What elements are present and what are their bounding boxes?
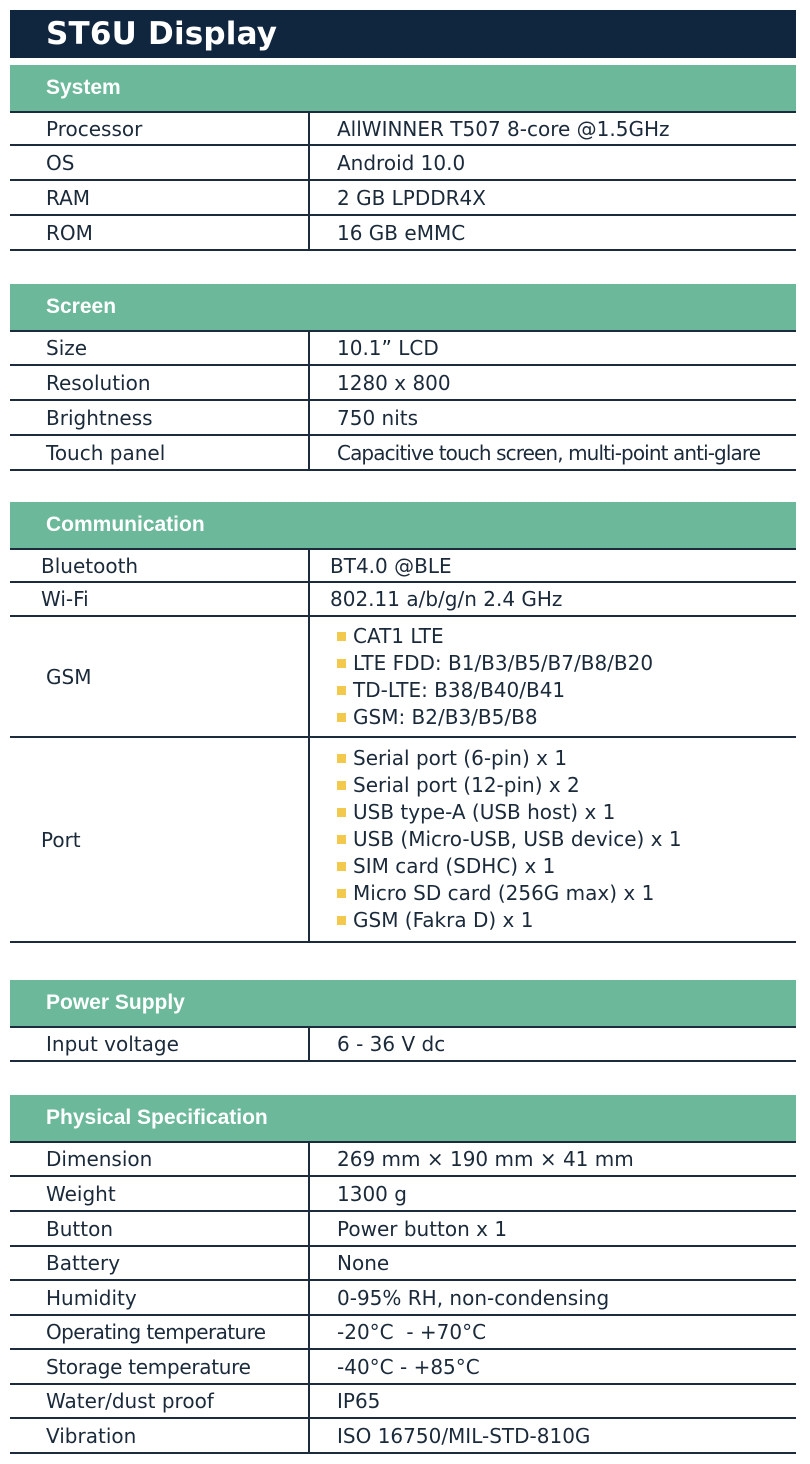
list-item-text: SIM card (SDHC) x 1 bbox=[353, 854, 556, 878]
table-row bbox=[10, 436, 796, 471]
bullet-square-icon bbox=[337, 835, 346, 844]
list-item bbox=[337, 880, 654, 907]
table-row bbox=[10, 1028, 796, 1062]
spec-label: Water/dust proof bbox=[10, 1385, 310, 1417]
spec-value: BT4.0 @BLE bbox=[330, 553, 452, 578]
spec-value: Power button x 1 bbox=[337, 1216, 508, 1241]
spec-label: Storage temperature bbox=[10, 1350, 310, 1383]
spec-label: Brightness bbox=[10, 401, 310, 434]
list-item-text: CAT1 LTE bbox=[353, 623, 444, 648]
spec-label: Port bbox=[10, 738, 310, 941]
spec-label: Battery bbox=[10, 1247, 310, 1279]
list-item-text: Micro SD card (256G max) x 1 bbox=[353, 881, 655, 905]
list-item bbox=[337, 826, 682, 853]
table-row bbox=[10, 1350, 796, 1385]
table-row bbox=[10, 1247, 796, 1281]
table-row bbox=[10, 366, 796, 401]
page-title-bar bbox=[10, 10, 796, 58]
spec-label: ROM bbox=[10, 216, 310, 249]
table-row bbox=[10, 738, 796, 943]
spec-value: None bbox=[337, 1251, 390, 1275]
list-item bbox=[337, 745, 567, 772]
spec-value: 2 GB LPDDR4X bbox=[337, 185, 486, 210]
spec-value: 1280 x 800 bbox=[337, 370, 451, 395]
list-item bbox=[337, 650, 653, 677]
section-header bbox=[10, 1095, 796, 1141]
spec-label: GSM bbox=[10, 617, 310, 736]
table-row bbox=[10, 617, 796, 738]
spec-value-list bbox=[310, 617, 796, 736]
list-item bbox=[337, 623, 444, 650]
spec-value: 750 nits bbox=[337, 405, 419, 430]
table-row bbox=[10, 332, 796, 366]
spec-label: Wi-Fi bbox=[10, 583, 310, 615]
list-item-text: LTE FDD: B1/B3/B5/B7/B8/B20 bbox=[353, 650, 654, 675]
table-row bbox=[10, 550, 796, 583]
section-communication bbox=[10, 502, 796, 943]
spec-label: Touch panel bbox=[10, 436, 310, 469]
spec-value: 1300 g bbox=[337, 1181, 407, 1206]
spec-value: 10.1” LCD bbox=[337, 336, 439, 360]
section-power-supply bbox=[10, 980, 796, 1062]
spec-value: 16 GB eMMC bbox=[337, 220, 466, 245]
bullet-square-icon bbox=[337, 889, 346, 898]
table-row bbox=[10, 1281, 796, 1316]
section-heading: Physical Specification bbox=[46, 1106, 268, 1129]
section-heading: Power Supply bbox=[46, 991, 185, 1014]
spec-value: -20°C - +70°C bbox=[337, 1320, 487, 1344]
section-system bbox=[10, 65, 796, 251]
bullet-square-icon bbox=[337, 862, 346, 871]
list-item-text: USB type-A (USB host) x 1 bbox=[353, 800, 616, 824]
spec-label: Operating temperature bbox=[10, 1316, 310, 1348]
list-item-text: Serial port (12-pin) x 2 bbox=[353, 773, 580, 797]
spec-label: Bluetooth bbox=[10, 550, 310, 581]
bullet-square-icon bbox=[337, 781, 346, 790]
table-row bbox=[10, 146, 796, 181]
spec-label: Dimension bbox=[10, 1143, 310, 1175]
spec-value: IP65 bbox=[337, 1389, 381, 1413]
bullet-square-icon bbox=[337, 916, 346, 925]
section-heading: System bbox=[46, 76, 121, 99]
section-header bbox=[10, 284, 796, 330]
spec-label: Weight bbox=[10, 1177, 310, 1210]
bullet-square-icon bbox=[337, 632, 346, 641]
table-row bbox=[10, 1177, 796, 1212]
list-item bbox=[337, 772, 580, 799]
list-item-text: TD-LTE: B38/B40/B41 bbox=[353, 677, 566, 702]
list-item bbox=[337, 853, 555, 880]
list-item bbox=[337, 677, 565, 704]
bullet-square-icon bbox=[337, 808, 346, 817]
table-row bbox=[10, 1419, 796, 1454]
spec-label: Humidity bbox=[10, 1281, 310, 1314]
list-item bbox=[337, 704, 538, 731]
spec-label: Processor bbox=[10, 113, 310, 144]
table-row bbox=[10, 401, 796, 436]
spec-value-list bbox=[310, 738, 796, 941]
spec-label: OS bbox=[10, 146, 310, 179]
table-row bbox=[10, 1316, 796, 1350]
page-title: ST6U Display bbox=[46, 16, 278, 52]
section-heading: Screen bbox=[46, 295, 117, 318]
bullet-square-icon bbox=[337, 713, 346, 722]
spec-label: Size bbox=[10, 332, 310, 364]
bullet-square-icon bbox=[337, 754, 346, 763]
spec-value: Android 10.0 bbox=[337, 150, 466, 175]
spec-label: Vibration bbox=[10, 1419, 310, 1452]
bullet-square-icon bbox=[337, 686, 346, 695]
list-item bbox=[337, 907, 533, 934]
list-item-text: USB (Micro-USB, USB device) x 1 bbox=[353, 827, 682, 851]
section-physical-specification bbox=[10, 1095, 796, 1454]
list-item-text: GSM (Fakra D) x 1 bbox=[353, 908, 534, 932]
table-row bbox=[10, 216, 796, 251]
section-heading: Communication bbox=[46, 513, 205, 536]
spec-value: Capacitive touch screen, multi-point anti-glare bbox=[337, 440, 761, 465]
spec-value: 0-95% RH, non-condensing bbox=[337, 1285, 610, 1310]
spec-label: RAM bbox=[10, 181, 310, 214]
spec-value: 269 mm × 190 mm × 41 mm bbox=[337, 1147, 634, 1171]
section-header bbox=[10, 65, 796, 111]
section-header bbox=[10, 980, 796, 1026]
list-item bbox=[337, 799, 615, 826]
table-row bbox=[10, 1385, 796, 1419]
bullet-square-icon bbox=[337, 659, 346, 668]
table-row bbox=[10, 113, 796, 146]
spec-label: Button bbox=[10, 1212, 310, 1245]
spec-value: 802.11 a/b/g/n 2.4 GHz bbox=[330, 587, 563, 611]
spec-label: Resolution bbox=[10, 366, 310, 399]
spec-value: 6 - 36 V dc bbox=[337, 1032, 446, 1056]
spec-value: -40°C - +85°C bbox=[337, 1354, 480, 1379]
table-row bbox=[10, 181, 796, 216]
list-item-text: GSM: B2/B3/B5/B8 bbox=[353, 704, 538, 729]
spec-value: AllWINNER T507 8-core @1.5GHz bbox=[337, 116, 670, 141]
spec-label: Input voltage bbox=[10, 1028, 310, 1060]
section-screen bbox=[10, 284, 796, 471]
table-row bbox=[10, 1143, 796, 1177]
list-item-text: Serial port (6-pin) x 1 bbox=[353, 746, 568, 770]
section-header bbox=[10, 502, 796, 548]
spec-value: ISO 16750/MIL-STD-810G bbox=[337, 1423, 591, 1448]
table-row bbox=[10, 583, 796, 617]
table-row bbox=[10, 1212, 796, 1247]
